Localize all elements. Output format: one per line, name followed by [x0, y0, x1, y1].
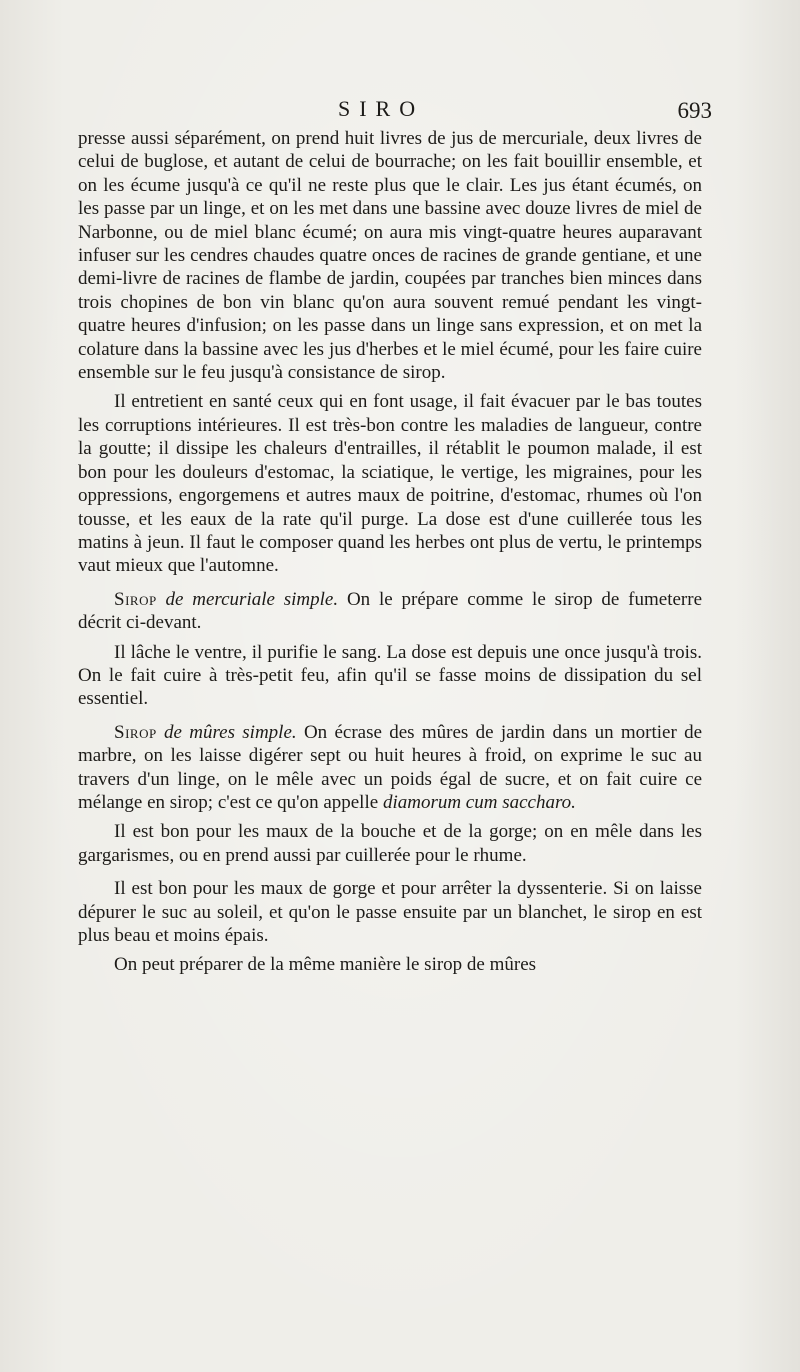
paragraph-preparation: presse aussi séparément, on prend huit livres de jus de mercuriale, deux livres de celui de buglose, et autant de celui de bourrache; on les fait bouillir ensemble, et on les écume jusqu'à ce qu'il ne reste plus que le clair. Les jus étant écumés, on les passe par un linge, et on les met dans une bassine avec douze livres de miel de Narbonne, ou de miel blanc écumé; on aura mis vingt-quatre heures auparavant infuser sur les cendres chaudes quatre onces de racines de grande gentiane, et une demi-livre de racines de flambe de jardin, coupées par tranches bien minces dans trois chopines de bon vin blanc qu'on aura souvent remué pendant les vingt-quatre heures d'infusion; on les passe dans un linge sans expression, et on met la colature dans la bassine avec les jus d'herbes et le miel écumé, pour les faire cuire ensemble sur le feu jusqu'à consistance de sirop. — [78, 128, 702, 384]
body-text — [78, 127, 702, 977]
entry-lead: Sirop — [114, 721, 157, 743]
paragraph-continuation: On peut préparer de la même manière le sirop de mûres — [114, 954, 537, 976]
paragraph-mercuriale-dose: Il lâche le ventre, il purifie le sang. La dose est depuis une once jusqu'à trois. On le fait cuire à très-petit feu, afin qu'il se fasse moins de dissipation du sel essentiel. — [78, 641, 702, 710]
paragraph-virtues: Il entretient en santé ceux qui en font usage, il fait évacuer par le bas toutes les corruptions intérieures. Il est très-bon contre les maladies de langueur, contre la goutte; il dissipe les chaleurs d'entrailles, il rétablit le poumon malade, il est bon pour les douleurs d'estomac, la sciatique, le vertige, les migraines, pour les oppressions, engorgemens et autres maux de poitrine, d'estomac, rhumes où l'on tousse, et les eaux de la rate qu'il purge. La dose est d'une cuillerée tous les matins à jeun. Il faut le composer quand les herbes ont plus de vertu, le printemps vaut mieux que l'automne. — [78, 391, 702, 577]
paragraph-sirop-mercuriale — [78, 588, 702, 635]
page-header — [78, 96, 712, 126]
latin-name: diamorum cum saccharo. — [382, 791, 576, 813]
entry-title: de mûres simple. — [164, 721, 297, 743]
entry-text: On écrase des mûres de jardin dans un mortier de marbre, on les laisse digérer sept ou huit heures à froid, on exprime le suc au travers d'un linge, on le mêle avec un poids égal de sucre, et on fait cuire ce mélange en sirop; c'est ce qu'on appelle — [78, 721, 703, 813]
running-head: SIRO — [338, 96, 425, 121]
paragraph-sirop-mures — [78, 721, 702, 815]
paragraph-mures-dyssenterie: Il est bon pour les maux de gorge et pour arrêter la dyssenterie. Si on laisse dépurer le suc au soleil, et qu'on le passe ensuite par un blanchet, le sirop en est plus beau et moins épais. — [78, 878, 702, 946]
paragraph-mures-virtues: Il est bon pour les maux de la bouche et de la gorge; on en mêle dans les gargarismes, ou en prend aussi par cuillerée pour le rhume. — [78, 821, 702, 866]
entry-title: de mercuriale simple. — [165, 588, 339, 610]
entry-text: On le prépare comme le sirop de fumeterre décrit ci-devant. — [78, 588, 703, 634]
entry-lead: Sirop — [114, 588, 157, 610]
page-number: 693 — [677, 98, 712, 123]
